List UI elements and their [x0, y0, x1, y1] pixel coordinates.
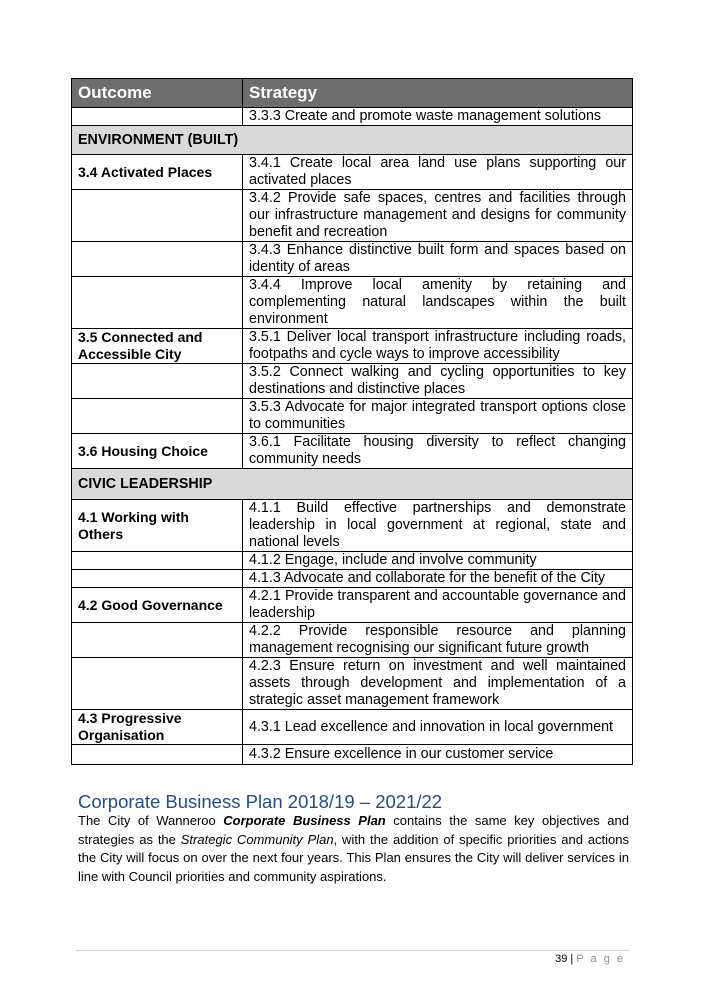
table-row [72, 500, 633, 552]
table-row [72, 190, 633, 242]
table-header-row [72, 79, 633, 108]
section-row [72, 126, 633, 155]
table-row [72, 434, 633, 469]
page-label: P a g e [576, 953, 625, 965]
strategy-cell: 4.1.2 Engage, include and involve community [243, 552, 633, 570]
header-outcome: Outcome [72, 79, 243, 108]
table-row [72, 242, 633, 277]
table-row [72, 588, 633, 623]
outcome-cell: 3.5 Connected and Accessible City [72, 329, 243, 364]
outcome-cell: 3.6 Housing Choice [72, 434, 243, 469]
outcome-cell [72, 745, 243, 765]
body-text-1: The City of Wanneroo [78, 813, 224, 828]
section-body [78, 812, 629, 886]
strategy-cell: 3.5.1 Deliver local transport infrastructure including roads, footpaths and cycle ways to improve accessibility [243, 329, 633, 364]
table-row [72, 277, 633, 329]
body-text-3: , with the addition of specific priorities and actions the City will focus on over the next four years. This Plan ensures the City will deliver services in line with Council priorities and community aspirations. [78, 831, 630, 884]
section-row [72, 469, 633, 500]
section-label: ENVIRONMENT (BUILT) [72, 126, 633, 155]
outcome-cell: 3.4 Activated Places [72, 155, 243, 190]
page-number: 39 [555, 953, 568, 965]
body-emphasis-strategic-community-plan: Strategic Community Plan [180, 831, 334, 847]
strategy-cell: 3.4.4 Improve local amenity by retaining and complementing natural landscapes within the built environment [243, 277, 633, 329]
strategy-cell: 4.1.3 Advocate and collaborate for the benefit of the City [243, 570, 633, 588]
strategy-cell: 3.5.2 Connect walking and cycling opportunities to key destinations and distinctive places [243, 364, 633, 399]
table-row [72, 155, 633, 190]
table-row [72, 623, 633, 658]
table-row [72, 745, 633, 765]
body-text-2: contains the same key objectives and strategies as the [78, 813, 629, 847]
table-row [72, 329, 633, 364]
outcome-cell [72, 570, 243, 588]
body-emphasis-corporate-business-plan: Corporate Business Plan [223, 813, 386, 828]
outcome-cell: 4.1 Working with Others [72, 500, 243, 552]
outcome-cell: 4.3 Progressive Organisation [72, 710, 243, 745]
strategy-cell: 4.3.1 Lead excellence and innovation in local government [243, 710, 633, 745]
section-heading: Corporate Business Plan 2018/19 – 2021/22 [78, 791, 443, 812]
outcome-cell [72, 190, 243, 242]
outcome-cell [72, 623, 243, 658]
outcome-cell [72, 399, 243, 434]
outcome-cell: 4.2 Good Governance [72, 588, 243, 623]
strategy-table [71, 78, 633, 765]
footer-separator: | [567, 953, 577, 965]
page-footer [555, 953, 625, 965]
outcome-cell [72, 658, 243, 710]
strategy-cell: 3.4.3 Enhance distinctive built form and spaces based on identity of areas [243, 242, 633, 277]
outcome-cell [72, 277, 243, 329]
table-row [72, 710, 633, 745]
strategy-cell: 4.2.1 Provide transparent and accountable governance and leadership [243, 588, 633, 623]
table-row [72, 364, 633, 399]
strategy-cell: 3.3.3 Create and promote waste management solutions [243, 108, 633, 126]
outcome-cell [72, 364, 243, 399]
strategy-cell: 3.4.1 Create local area land use plans supporting our activated places [243, 155, 633, 190]
table-row [72, 108, 633, 126]
table-body [72, 108, 633, 765]
table-row [72, 658, 633, 710]
table-row [72, 552, 633, 570]
table-row [72, 570, 633, 588]
strategy-cell: 3.6.1 Facilitate housing diversity to reflect changing community needs [243, 434, 633, 469]
header-strategy: Strategy [243, 79, 633, 108]
strategy-cell: 4.3.2 Ensure excellence in our customer service [243, 745, 633, 765]
table-row [72, 399, 633, 434]
footer-divider [76, 950, 630, 951]
strategy-cell: 3.5.3 Advocate for major integrated transport options close to communities [243, 399, 633, 434]
strategy-cell: 4.1.1 Build effective partnerships and demonstrate leadership in local government at regional, state and national levels [243, 500, 633, 552]
strategy-cell: 4.2.3 Ensure return on investment and well maintained assets through development and implementation of a strategic asset management framework [243, 658, 633, 710]
outcome-cell [72, 552, 243, 570]
strategy-cell: 4.2.2 Provide responsible resource and planning management recognising our significant future growth [243, 623, 633, 658]
outcome-cell [72, 242, 243, 277]
outcome-cell [72, 108, 243, 126]
strategy-cell: 3.4.2 Provide safe spaces, centres and facilities through our infrastructure management and designs for community benefit and recreation [243, 190, 633, 242]
section-label: CIVIC LEADERSHIP [72, 469, 633, 500]
